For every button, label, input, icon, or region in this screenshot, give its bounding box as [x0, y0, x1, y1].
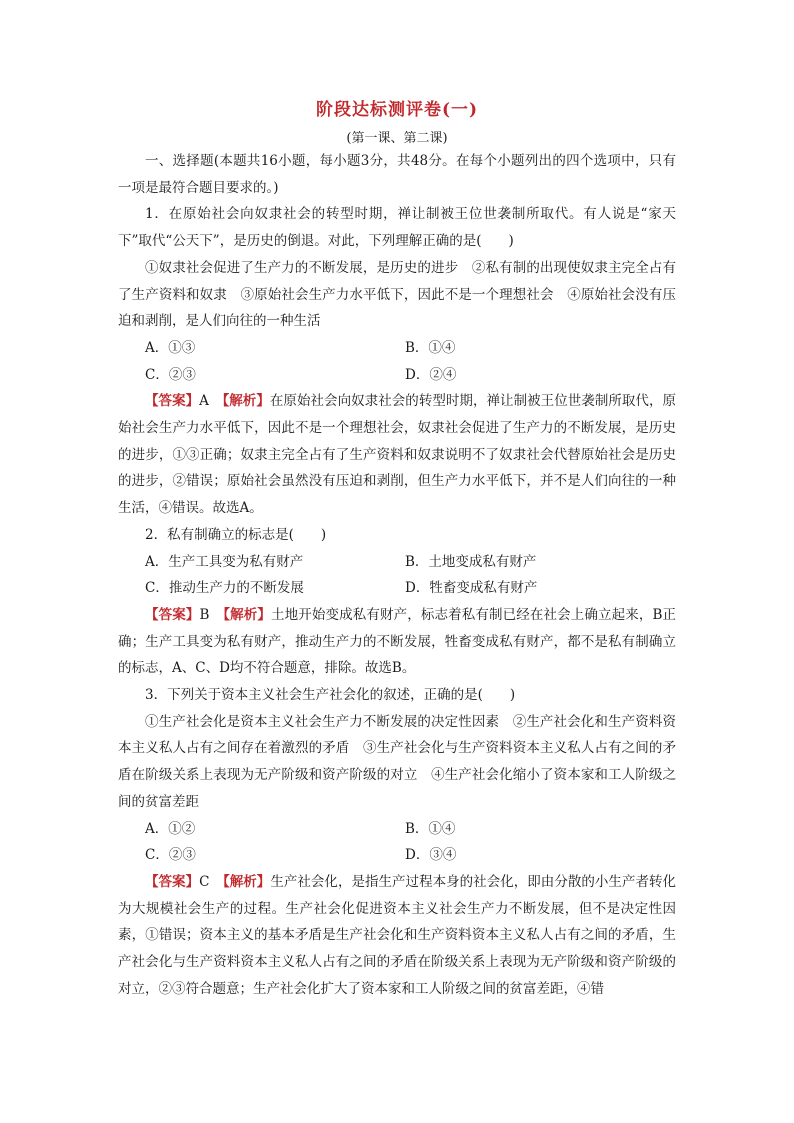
option-d: D．牲畜变成私有财产	[405, 580, 538, 597]
option-d: D．③④	[405, 847, 457, 864]
option-c: C．②③	[145, 847, 196, 864]
option-a: A．①②	[145, 820, 196, 837]
option-b: B．①④	[405, 339, 456, 356]
section-heading: 一、选择题(本题共16小题，每小题3分，共48分。在每个小题列出的四个选项中，只有一项是最符合题目要求的。)	[118, 153, 676, 196]
question-3-answer-block	[118, 869, 676, 1003]
option-c: C．推动生产力的不断发展	[145, 580, 304, 597]
question-3-options-row-1	[118, 816, 676, 843]
answer-value: A	[199, 393, 209, 410]
option-a: A．①③	[145, 339, 196, 356]
question-1-options-row-2	[118, 362, 676, 389]
option-d: D．②④	[405, 366, 457, 383]
question-1-options-row-1	[118, 335, 676, 362]
analysis-text: 在原始社会向奴隶社会的转型时期，禅让制被王位世袭制所取代，原始社会生产力水平低下，因此不是一个理想社会，奴隶社会促进了生产力的不断发展，是历史的进步，①③正确；奴隶主完全占有了生产资料和奴隶说明不了奴隶社会代替原始社会是历史的进步，②错误；原始社会虽然没有压迫和剥削，但生产力水平低下，并不是人们向往的一种生活，④错误。故选A。	[118, 393, 677, 517]
question-1-answer-block	[118, 388, 676, 522]
question-3-stem: 3．下列关于资本主义社会生产社会化的叙述，正确的是( )	[145, 687, 516, 704]
analysis-text: 生产社会化，是指生产过程本身的社会化，即由分散的小生产者转化为大规模社会生产的过程。生产社会化促进资本主义社会生产力不断发展，但不是决定性因素，①错误；资本主义的基本矛盾是生产社会化和生产资料资本主义私人占有之间的矛盾，生产社会化与生产资料资本主义私人占有之间的矛盾在阶级关系上表现为无产阶级和资产阶级的对立，②③符合题意；生产社会化扩大了资本家和工人阶级之间的贫富差距，④错	[118, 873, 677, 997]
answer-label: 【答案】	[145, 393, 200, 410]
option-c: C．②③	[145, 366, 196, 383]
question-3-statements: ①生产社会化是资本主义社会生产力不断发展的决定性因素 ②生产社会化和生产资料资本主义私人占有之间存在着激烈的矛盾 ③生产社会化与生产资料资本主义私人占有之间的矛盾在阶级关系上表现为无产阶级和资产阶级的对立 ④生产社会化缩小了资本家和工人阶级之间的贫富差距	[118, 713, 676, 810]
answer-value: C	[199, 873, 210, 890]
analysis-text: 土地开始变成私有财产，标志着私有制已经在社会上确立起来，B正确；生产工具变为私有财产，推动生产力的不断发展，牲畜变成私有财产，都不是私有制确立的标志，A、C、D均不符合题意，排除。故选B。	[118, 606, 677, 677]
answer-label: 【答案】	[145, 873, 200, 890]
analysis-label: 【解析】	[222, 393, 270, 410]
page-subtitle: (第一课、第二课)	[346, 131, 448, 146]
question-2-options-row-1	[118, 549, 676, 576]
analysis-label: 【解析】	[223, 606, 271, 623]
question-2-answer-block	[118, 602, 676, 682]
question-3-options-row-2	[118, 842, 676, 869]
analysis-label: 【解析】	[222, 873, 271, 890]
question-2-stem: 2．私有制确立的标志是( )	[145, 526, 327, 543]
answer-value: B	[199, 606, 210, 623]
question-1-stem: 1．在原始社会向奴隶社会的转型时期，禅让制被王位世袭制所取代。有人说是“家天下”取代“公天下”，是历史的倒退。对此，下列理解正确的是( )	[118, 206, 676, 250]
option-a: A．生产工具变为私有财产	[145, 553, 304, 570]
question-2-options-row-2	[118, 575, 676, 602]
page-title: 阶段达标测评卷(一)	[315, 100, 479, 120]
option-b: B．①④	[405, 820, 456, 837]
option-b: B．土地变成私有财产	[405, 553, 537, 570]
question-1-statements: ①奴隶社会促进了生产力的不断发展，是历史的进步 ②私有制的出现使奴隶主完全占有了生产资料和奴隶 ③原始社会生产力水平低下，因此不是一个理想社会 ④原始社会没有压迫和剥削，是人们向往的一种生活	[118, 259, 676, 330]
answer-label: 【答案】	[145, 606, 200, 623]
